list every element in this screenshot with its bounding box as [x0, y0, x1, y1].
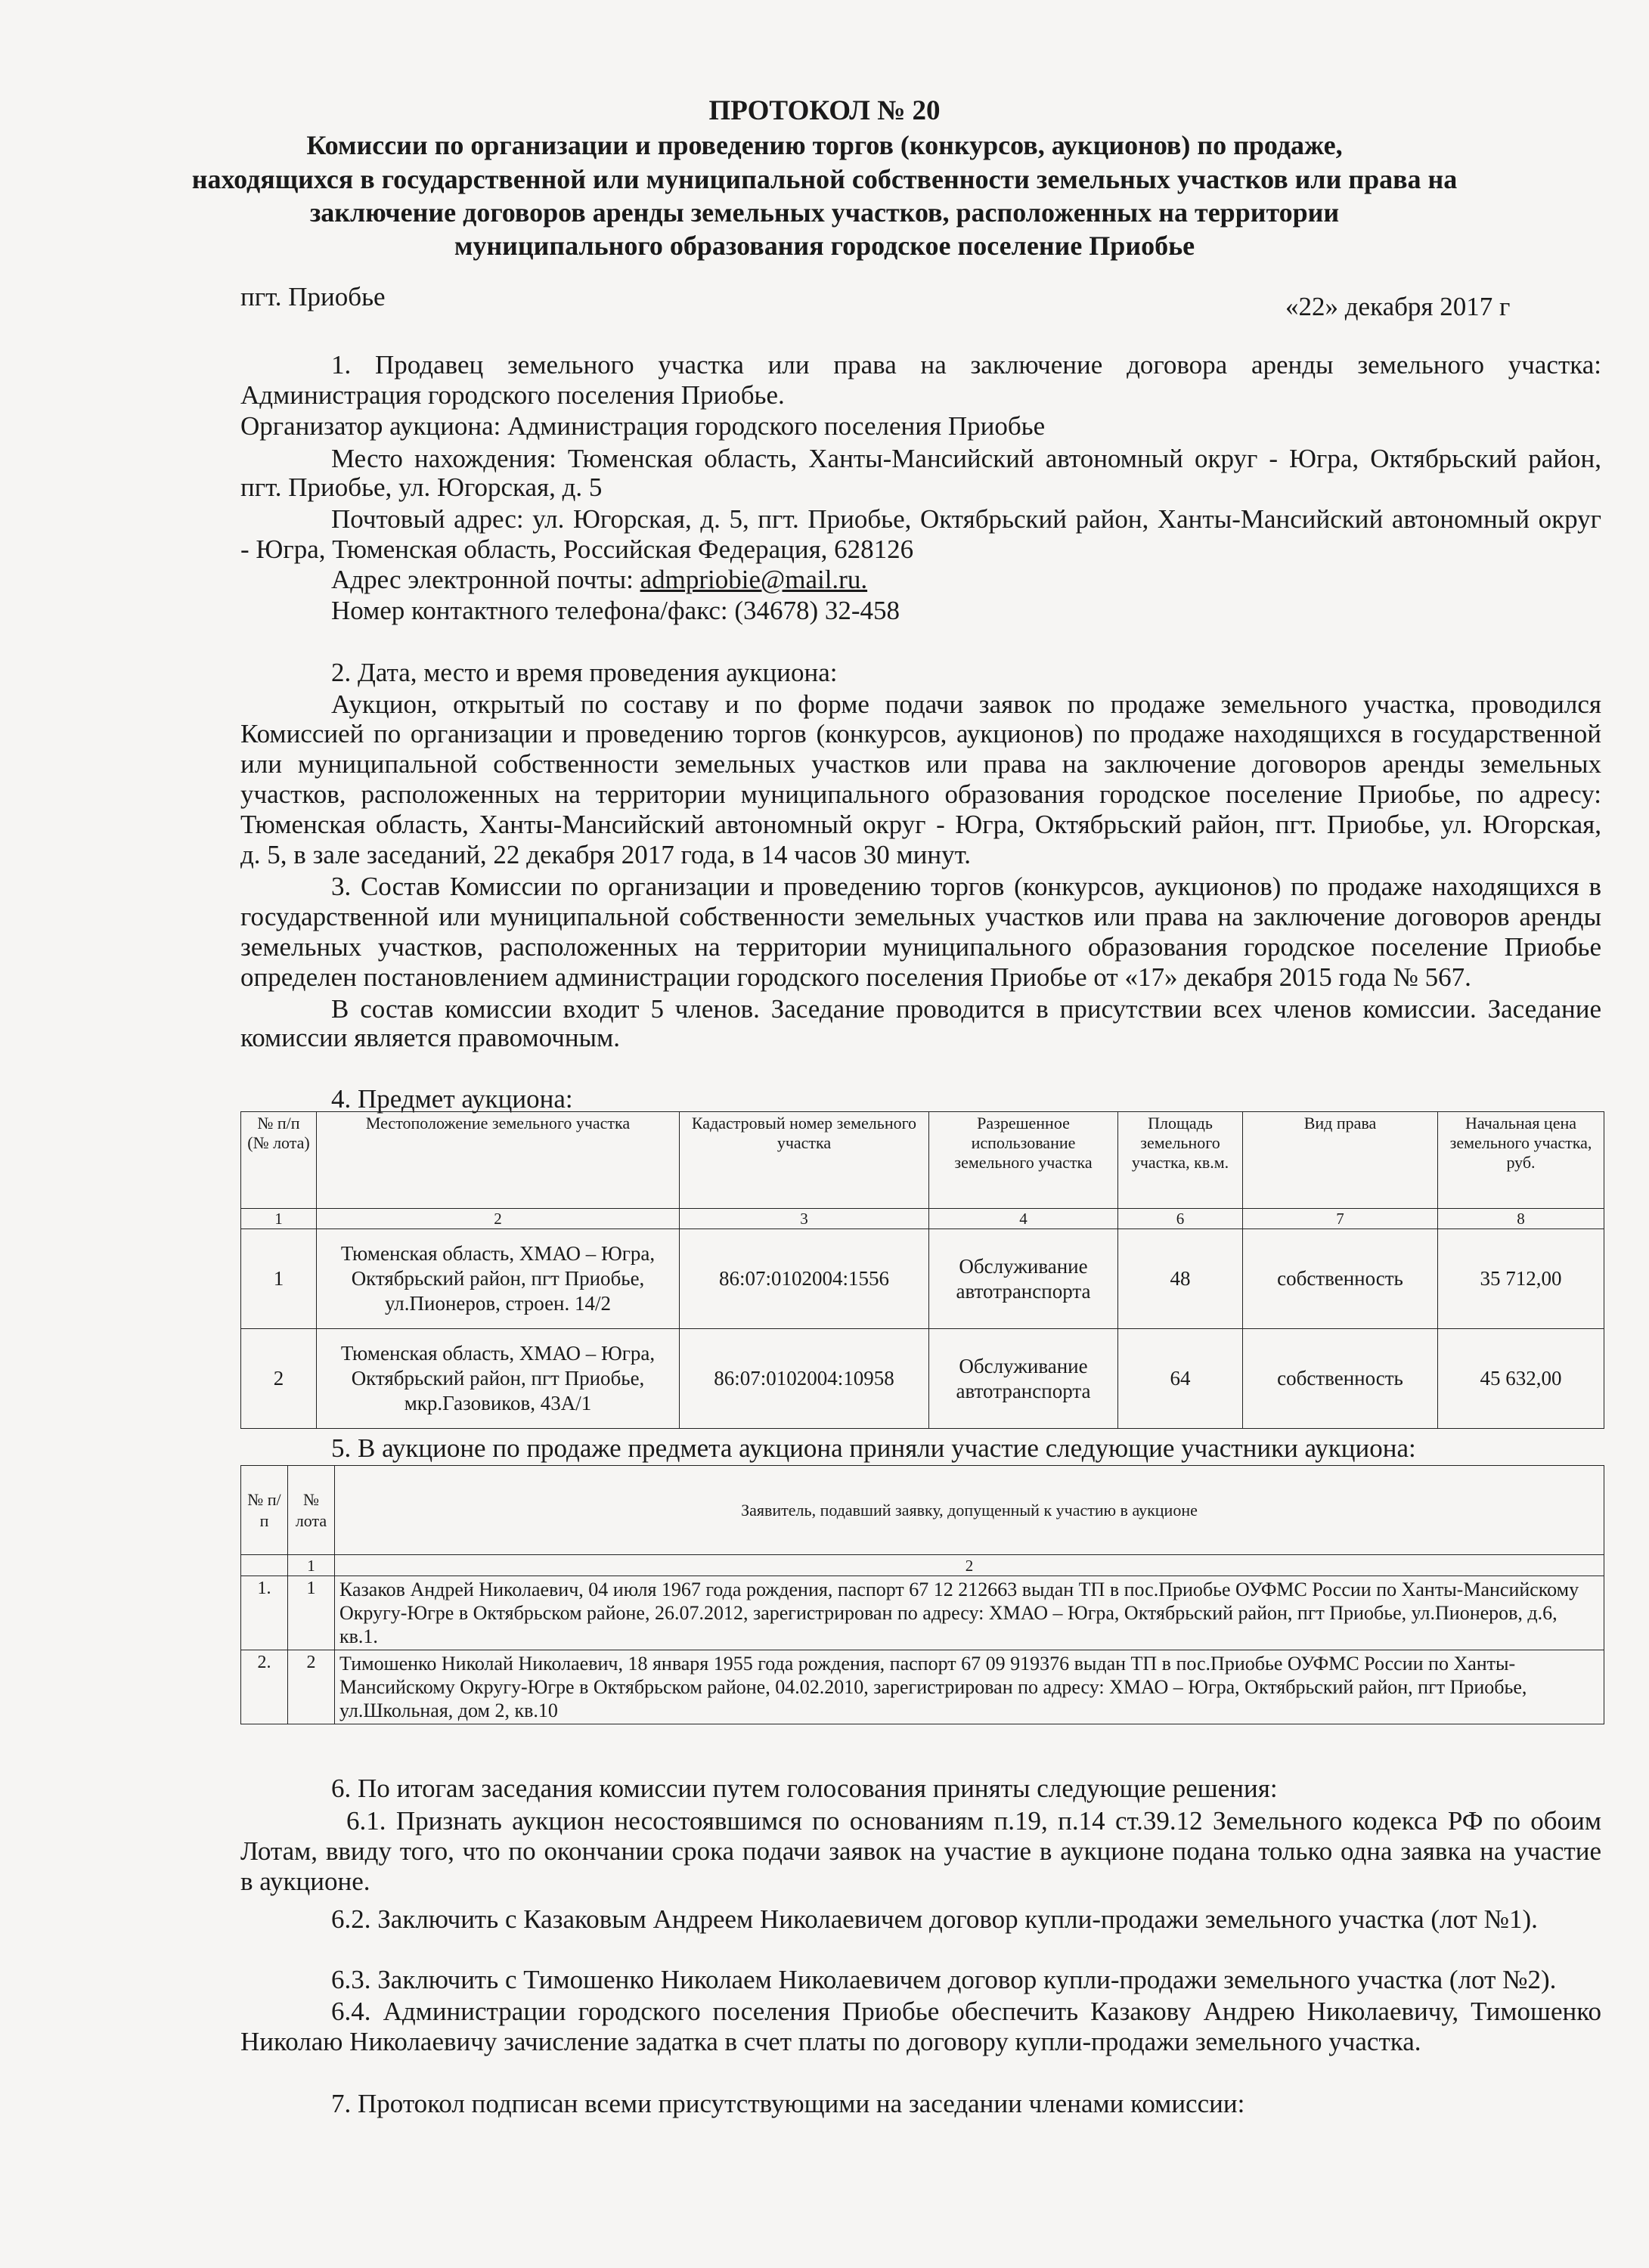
table-row [241, 1576, 1604, 1650]
participant-lot: 1 [288, 1576, 335, 1650]
table-row [241, 1650, 1604, 1724]
section3-line-3: земельных участков, расположенных на территории муниципального образования городское поселение Приобье [240, 932, 1601, 962]
lots-colnum-6: 6 [1118, 1209, 1243, 1229]
lot-use: Обслуживание автотранспорта [929, 1329, 1118, 1429]
lot-area: 64 [1118, 1329, 1243, 1429]
section7-text: 7. Протокол подписан всеми присутствующими на заседании членами комиссии: [331, 2089, 1245, 2118]
lots-col-area: Площадь земельного участка, кв.м. [1118, 1112, 1243, 1209]
document-title: ПРОТОКОЛ № 20 [708, 95, 941, 126]
section1-line-1: 1. Продавец земельного участка или права на заключение договора аренды земельного участка: [331, 350, 1601, 380]
section6-heading: 6. По итогам заседания комиссии путем голосования приняты следующие решения: [331, 1774, 1278, 1803]
lot-location: Тюменская область, ХМАО – Югра, Октябрьский район, пгт Приобье, мкр.Газовиков, 43А/1 [317, 1329, 680, 1429]
lot-right: собственность [1243, 1229, 1438, 1329]
lots-colnum-4: 4 [929, 1209, 1118, 1229]
table-row [241, 1229, 1604, 1329]
subtitle-line-3: заключение договоров аренды земельных участков, расположенных на территории [309, 197, 1340, 228]
lots-colnum-8: 8 [1438, 1209, 1604, 1229]
members-line-1: В состав комиссии входит 5 членов. Заседание проводится в присутствии всех членов комиссии. Заседание [331, 994, 1601, 1024]
subtitle-line-4: муниципального образования городское поселение Приобье [454, 231, 1195, 261]
participant-number: 2. [241, 1650, 288, 1724]
participant-applicant: Казаков Андрей Николаевич, 04 июля 1967 года рождения, паспорт 67 12 212663 выдан ТП в пос.Приобье ОУФМС России по Ханты-Мансийскому Округу-Югре в Октябрьском районе, 26.07.2012, зарегистрирован по адресу: ХМАО – Югра, Октябрьский район, пгт Приобье, ул.Пионеров, д.6, кв.1. [335, 1576, 1604, 1650]
lots-colnum-3: 3 [680, 1209, 929, 1229]
section2-line-5: Тюменская область, Ханты-Мансийский автономный округ - Югра, Октябрьский район, пгт. Приобье, ул. Югорская, [240, 810, 1601, 839]
lot-right: собственность [1243, 1329, 1438, 1429]
section2-line-1: Аукцион, открытый по составу и по форме подачи заявок по продаже земельного участка, проводился [331, 689, 1601, 719]
part-colnum-1: 1 [288, 1555, 335, 1576]
lots-col-right: Вид права [1243, 1112, 1438, 1209]
decision-6-4-line-2: Николаю Николаевичу зачисление задатка в счет платы по договору купли-продажи земельного участка. [240, 2027, 1421, 2056]
email-label: Адрес электронной почты: [331, 565, 634, 594]
lots-col-use: Разрешенное использование земельного участка [929, 1112, 1118, 1209]
part-colnum-2: 2 [335, 1555, 1604, 1576]
subtitle-line-1: Комиссии по организации и проведению торгов (конкурсов, аукционов) по продаже, [306, 130, 1343, 160]
decision-6-2: 6.2. Заключить с Казаковым Андреем Николаевичем договор купли-продажи земельного участка (лот №1). [331, 1904, 1538, 1934]
subtitle-line-2: находящихся в государственной или муниципальной собственности земельных участков или права на [191, 164, 1458, 194]
table-row [241, 1329, 1604, 1429]
section5-heading: 5. В аукционе по продаже предмета аукциона приняли участие следующие участники аукциона: [331, 1433, 1416, 1463]
part-col-lot: № лота [288, 1466, 335, 1555]
organizer: Организатор аукциона: Администрация городского поселения Приобье [240, 411, 1046, 441]
location-line-2: пгт. Приобье, ул. Югорская, д. 5 [240, 472, 603, 502]
participants-table-header [241, 1466, 1604, 1555]
decision-6-4-line-1: 6.4. Администрации городского поселения Приобье обеспечить Казакову Андрею Николаевичу, Тимошенко [331, 1997, 1601, 2026]
lots-colnum-1: 1 [241, 1209, 317, 1229]
section2-line-2: Комиссией по организации и проведению торгов (конкурсов, аукционов) по продаже находящихся в государственной [240, 719, 1601, 748]
lots-col-price: Начальная цена земельного участка, руб. [1438, 1112, 1604, 1209]
email-row [331, 564, 867, 596]
decision-6-1-line-2: Лотам, ввиду того, что по окончании срока подачи заявок на участие в аукционе подана только одна заявка на участие [240, 1836, 1601, 1866]
decision-6-1-line-1: 6.1. Признать аукцион несостоявшимся по основаниям п.19, п.14 ст.39.12 Земельного кодекса РФ по обоим [346, 1806, 1601, 1836]
lots-colnum-2: 2 [317, 1209, 680, 1229]
part-col-applicant: Заявитель, подавший заявку, допущенный к участию в аукционе [335, 1466, 1604, 1555]
part-colnum-blank [241, 1555, 288, 1576]
participants-table [240, 1465, 1604, 1724]
decision-6-3: 6.3. Заключить с Тимошенко Николаем Николаевичем договор купли-продажи земельного участка (лот №2). [331, 1965, 1557, 1994]
section4-heading: 4. Предмет аукциона: [331, 1084, 573, 1114]
section1-line-2: Администрация городского поселения Приобье. [240, 380, 785, 410]
phone: Номер контактного телефона/факс: (34678) 32-458 [331, 596, 900, 625]
participants-table-col-numbers [241, 1555, 1604, 1576]
lots-colnum-7: 7 [1243, 1209, 1438, 1229]
lots-table-col-numbers [241, 1209, 1604, 1229]
members-line-2: комиссии является правомочным. [240, 1023, 620, 1052]
section2-line-4: участков, расположенных на территории муниципального образования городское поселение Приобье, по адресу: [240, 779, 1601, 809]
section2-line-6: д. 5, в зале заседаний, 22 декабря 2017 года, в 14 часов 30 минут. [240, 840, 972, 869]
email-link[interactable]: admpriobie@mail.ru. [640, 565, 868, 594]
postal-line-2: - Югра, Тюменская область, Российская Федерация, 628126 [240, 534, 914, 564]
part-col-number: № п/п [241, 1466, 288, 1555]
lots-col-cadastral: Кадастровый номер земельного участка [680, 1112, 929, 1209]
section3-line-1: 3. Состав Комиссии по организации и проведению торгов (конкурсов, аукционов) по продаже находящихся в [331, 872, 1601, 901]
postal-line-1: Почтовый адрес: ул. Югорская, д. 5, пгт. Приобье, Октябрьский район, Ханты-Мансийский автономный округ [331, 504, 1601, 534]
lot-area: 48 [1118, 1229, 1243, 1329]
document-place: пгт. Приобье [240, 282, 386, 311]
lots-table-header [241, 1112, 1604, 1209]
participant-number: 1. [241, 1576, 288, 1650]
lots-table [240, 1111, 1604, 1429]
lot-price: 45 632,00 [1438, 1329, 1604, 1429]
section2-line-3: или муниципальной собственности земельных участков или права на заключение договоров аренды земельных [240, 749, 1601, 779]
lot-price: 35 712,00 [1438, 1229, 1604, 1329]
lots-col-location: Местоположение земельного участка [317, 1112, 680, 1209]
decision-6-1-line-3: в аукционе. [240, 1867, 370, 1896]
lot-location: Тюменская область, ХМАО – Югра, Октябрьский район, пгт Приобье, ул.Пионеров, строен. 14/2 [317, 1229, 680, 1329]
lot-number: 2 [241, 1329, 317, 1429]
lot-cadastral: 86:07:0102004:1556 [680, 1229, 929, 1329]
lots-col-number: № п/п (№ лота) [241, 1112, 317, 1209]
section3-line-2: государственной или муниципальной собственности земельных участков или права на заключение договоров аренды [240, 902, 1601, 931]
lot-use: Обслуживание автотранспорта [929, 1229, 1118, 1329]
participant-lot: 2 [288, 1650, 335, 1724]
location-line-1: Место нахождения: Тюменская область, Ханты-Мансийский автономный округ - Югра, Октябрьский район, [331, 444, 1601, 473]
participant-applicant: Тимошенко Николай Николаевич, 18 января 1955 года рождения, паспорт 67 09 919376 выдан ТП в пос.Приобье ОУФМС России по Ханты-Мансийскому Округу-Югре в Октябрьском районе, 04.02.2010, зарегистрирован по адресу: ХМАО – Югра, Октябрьский район, пгт Приобье, ул.Школьная, дом 2, кв.10 [335, 1650, 1604, 1724]
section3-line-4: определен постановлением администрации городского поселения Приобье от «17» декабря 2015 года № 567. [240, 962, 1471, 992]
document-date: «22» декабря 2017 г [1285, 292, 1511, 321]
lot-cadastral: 86:07:0102004:10958 [680, 1329, 929, 1429]
section2-heading: 2. Дата, место и время проведения аукциона: [331, 658, 838, 687]
lot-number: 1 [241, 1229, 317, 1329]
